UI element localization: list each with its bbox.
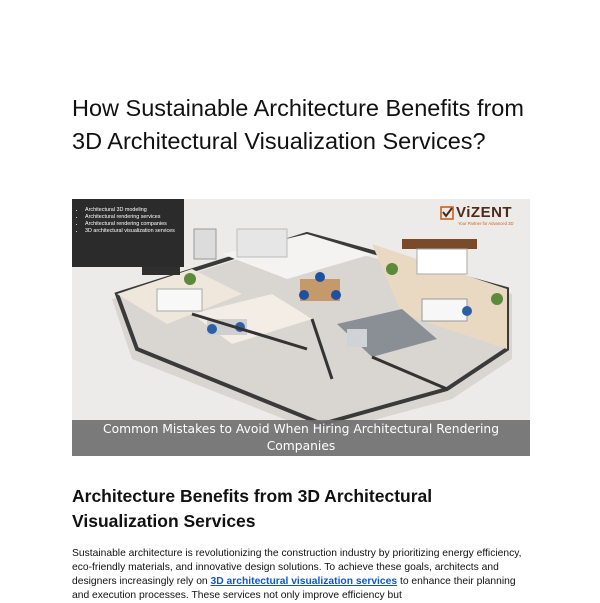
body-paragraph (72, 547, 532, 603)
paragraph-text-continued: to enhance their planning and execution processes. These services not only improve efficiency but (72, 576, 516, 601)
tag-item: • Architectural 3D modeling (85, 207, 180, 214)
tag-item: • Architectural rendering services (85, 214, 180, 221)
tag-item: • Architectural rendering companies (85, 221, 180, 228)
page-title: How Sustainable Architecture Benefits from 3D Architectural Visualization Services? (72, 95, 524, 154)
section-heading: Architecture Benefits from 3D Architectural Visualization Services (72, 486, 433, 531)
image-caption-text: Common Mistakes to Avoid When Hiring Architectural Rendering Companies (102, 422, 500, 453)
paragraph-text: Sustainable architecture is revolutionizing the construction industry by prioritizing energy efficiency, eco-friendly materials, and innovative design solutions. To achieve these goals, architects and designers increasingly rely on (72, 548, 522, 587)
logo-mark-icon (440, 206, 454, 220)
vizent-logo (438, 204, 524, 230)
logo-text: ViZENT (456, 204, 513, 221)
tag-item: • 3D architectural visualization services (85, 228, 180, 235)
logo-tagline: Your Partner for Advanced 3D (458, 221, 514, 226)
image-caption (72, 420, 530, 456)
tag-list (72, 199, 184, 267)
hero-image (72, 199, 530, 456)
visualization-services-link[interactable]: 3D architectural visualization services (210, 576, 398, 587)
